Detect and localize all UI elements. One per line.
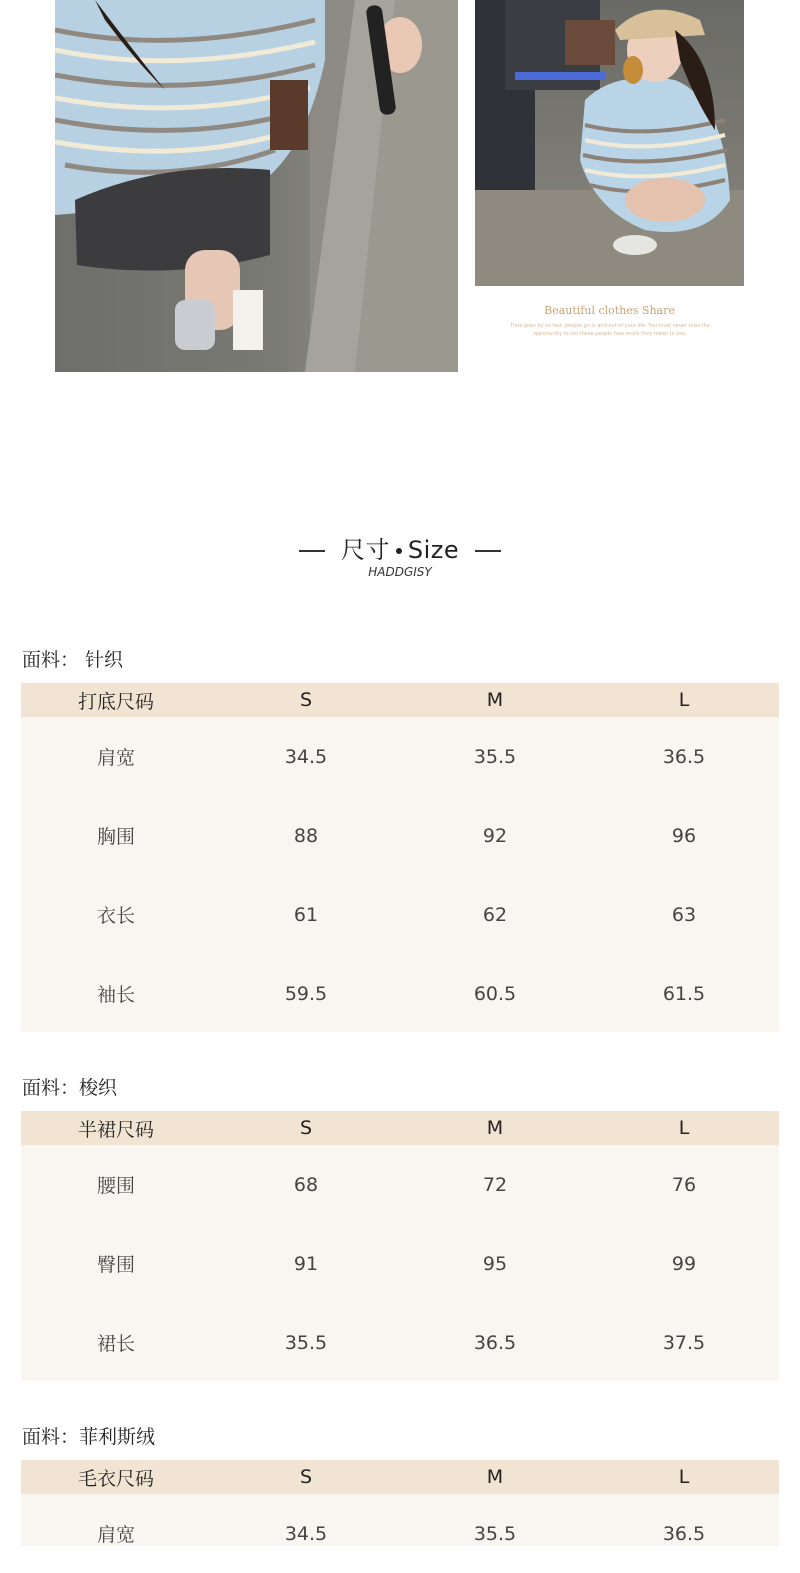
table-cell: 99 [671, 1252, 697, 1275]
product-photo-right [475, 0, 744, 286]
fabric-label-woven: 面料：梭织 [22, 1077, 118, 1099]
size-table-woven [21, 1111, 779, 1381]
table-row [21, 1494, 779, 1573]
size-table-knit [21, 683, 779, 1032]
header-cell: 半裙尺码 [77, 1118, 154, 1141]
table-row [21, 717, 779, 796]
table-cell: 35.5 [284, 1331, 328, 1354]
header-cell: L [678, 1466, 690, 1488]
table-cell: 96 [671, 824, 697, 847]
header-cell: S [299, 1117, 313, 1139]
table-cell: 91 [293, 1252, 319, 1275]
table-cell: 36.5 [662, 1522, 706, 1545]
size-section-title [0, 530, 800, 565]
header-cell: L [678, 689, 690, 711]
product-photo-left [55, 0, 458, 372]
table-cell: 34.5 [284, 1522, 328, 1545]
photo-caption-title: Beautiful clothes Share [544, 304, 675, 317]
table-cell: 61.5 [662, 982, 706, 1005]
fabric-label-knit: 面料： 针织 [22, 649, 124, 671]
title-en: Size [407, 536, 460, 564]
row-label: 肩宽 [96, 1524, 135, 1546]
table-cell: 92 [482, 824, 508, 847]
title-dot [396, 548, 402, 554]
table-cell: 59.5 [284, 982, 328, 1005]
table-cell: 95 [482, 1252, 508, 1275]
table-cell: 35.5 [473, 745, 517, 768]
row-label: 腰围 [96, 1175, 135, 1197]
header-cell: M [486, 1466, 504, 1488]
fabric-label-fleece: 面料：菲利斯绒 [22, 1426, 156, 1448]
size-section-subtitle: HADDGISY [368, 565, 432, 579]
table-header [21, 683, 779, 717]
photo-right-illustration [475, 0, 744, 286]
row-label: 衣长 [96, 905, 135, 927]
table-cell: 34.5 [284, 745, 328, 768]
table-header [21, 1460, 779, 1494]
table-cell: 72 [482, 1173, 508, 1196]
header-cell: L [678, 1117, 690, 1139]
title-right-dash [475, 550, 501, 552]
table-cell: 35.5 [473, 1522, 517, 1545]
table-row [21, 796, 779, 875]
row-label: 肩宽 [96, 747, 135, 769]
size-table-fleece [21, 1460, 779, 1546]
table-cell: 68 [293, 1173, 319, 1196]
table-cell: 37.5 [662, 1331, 706, 1354]
table-header [21, 1111, 779, 1145]
title-left-dash [299, 550, 325, 552]
table-row [21, 875, 779, 954]
table-row [21, 1145, 779, 1224]
table-cell: 36.5 [662, 745, 706, 768]
header-cell: M [486, 1117, 504, 1139]
header-cell: S [299, 1466, 313, 1488]
row-label: 裙长 [96, 1333, 135, 1355]
table-row [21, 954, 779, 1033]
header-cell: 毛衣尺码 [77, 1467, 154, 1490]
row-label: 臀围 [96, 1254, 135, 1276]
table-cell: 63 [671, 903, 697, 926]
table-cell: 61 [293, 903, 319, 926]
table-cell: 62 [482, 903, 508, 926]
table-cell: 36.5 [473, 1331, 517, 1354]
photo-caption-subtitle: Time goes by so fast, people go in and out of your life. You must never miss the opportunity to tell these people how much they mean to you. [510, 323, 710, 337]
header-cell: M [486, 689, 504, 711]
header-cell: 打底尺码 [77, 690, 154, 713]
table-row [21, 1303, 779, 1382]
table-cell: 76 [671, 1173, 697, 1196]
table-cell: 60.5 [473, 982, 517, 1005]
title-cn: 尺寸 [340, 536, 390, 564]
table-row [21, 1224, 779, 1303]
header-cell: S [299, 689, 313, 711]
row-label: 胸围 [96, 826, 135, 848]
photo-left-illustration [55, 0, 458, 372]
row-label: 袖长 [96, 984, 135, 1006]
table-cell: 88 [293, 824, 319, 847]
